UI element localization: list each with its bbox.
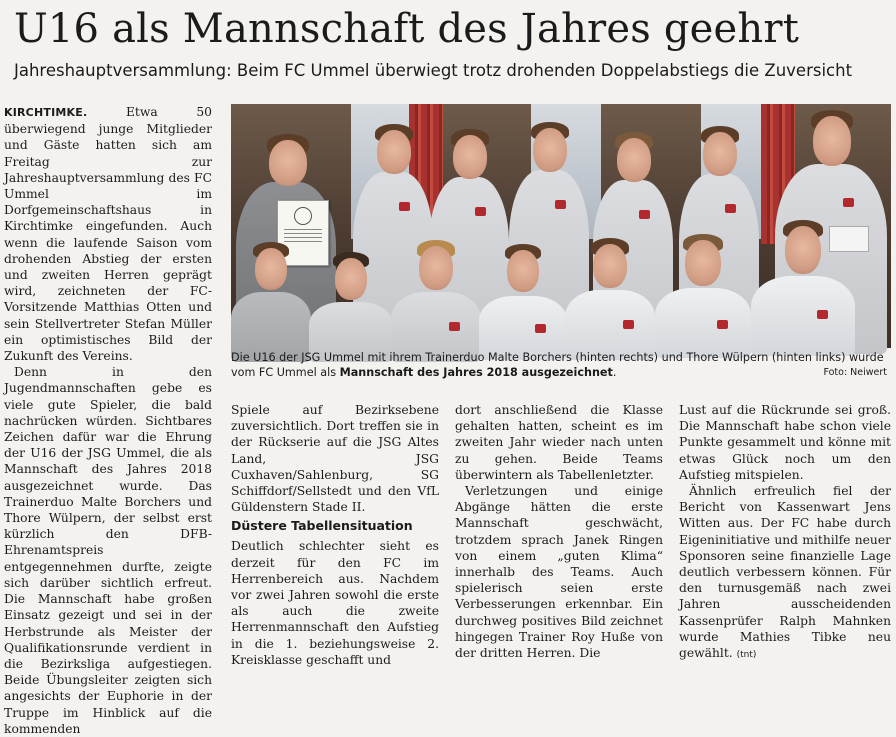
paragraph: Denn in den Jugendmannschaften gebe es viele gute Spieler, die bald nachrücken würden. Sichtbares Zeichen dafür war die Ehrung der U16 der JSG Ummel, die als Mannschaft des Jahres 2018 ausgezeichnet wurde. Das Trainerduo Malte Borchers und Thore Wülpern, der selbst erst kürzlich den DFB-Ehrenamtspreis entgegennehmen durfte, zeigte sich darüber sichtlich erfreut. Die Mannschaft habe großen Einsatz gezeigt und sei in der Herbstrunde als Meister der Qualifikationsrunde verdient in die Bezirksliga aufgestiegen. Beide Übungsleiter zeigten sich angesichts der Euphorie in der Truppe im Hinblick auf die kommenden [4, 365, 212, 736]
photo-credit: Foto: Neiwert [823, 367, 887, 378]
caption-highlight: Mannschaft des Jahres 2018 ausgezeichnet [339, 366, 613, 379]
article-column-2 [231, 402, 439, 667]
player [565, 238, 655, 348]
player [309, 252, 393, 348]
player [655, 234, 751, 348]
player [479, 244, 567, 348]
paragraph: Spiele auf Bezirksebene zuversichtlich. Dort treffen sie in der Rückserie auf die JSG Altes Land, JSG Cuxhaven/Sahlenburg, SG Schiffdorf/Sellstedt und den VfL Güldenstern Stade II. [231, 403, 439, 515]
paragraph-text: Etwa 50 überwiegend junge Mitglieder und Gäste hatten sich am Freitag zur Jahreshauptversammlung des FC Ummel im Dorfgemeinschaftshaus in Kirchtimke eingefunden. Auch wenn die laufende Saison vom drohenden Abstieg der ersten und zweiten Herren geprägt wird, zeichneten der FC-Vorsitzende Matthias Otten und sein Stellvertreter Stefan Müller ein optimistisches Bild der Zukunft des Vereins. [4, 105, 212, 364]
paragraph: dort anschließend die Klasse gehalten hatten, scheint es im zweiten Jahr wieder nach unten zu gehen. Beide Teams überwintern als Tabellenletzter. [455, 403, 663, 482]
article-column-4 [679, 402, 891, 661]
caption-end: . [612, 366, 617, 379]
paragraph [4, 104, 212, 364]
player [751, 220, 855, 348]
caption-text: Die U16 der JSG Ummel mit ihrem Trainerduo Malte Borchers (hinten rechts) und Thore Wülpern (hinten links) wurde vom FC Ummel als [231, 351, 884, 379]
headline: U16 als Mannschaft des Jahres geehrt [14, 6, 799, 52]
subheadline: Jahreshauptversammlung: Beim FC Ummel überwiegt trotz drohenden Doppelabstiegs die Zuversicht [14, 61, 853, 80]
paragraph: Verletzungen und einige Abgänge hätten die erste Mannschaft geschwächt, trotzdem sprach Janek Ringen von einem „guten Klima“ innerhalb des Teams. Auch spielerisch seien erste Verbesserungen erkennbar. Ein durchweg positives Bild zeichnet hingegen Trainer Roy Huße von der dritten Herren. Die [455, 484, 663, 661]
author-signature: (tnt) [736, 650, 757, 661]
dateline: KIRCHTIMKE. [4, 106, 88, 119]
article-column-3 [455, 402, 663, 661]
article-column-1 [4, 104, 212, 736]
paragraph-text: Ähnlich erfreulich fiel der Bericht von Kassenwart Jens Witten aus. Der FC habe durch Eigeninitiative und mithilfe neuer Sponsoren seine finanzielle Lage deutlich verbessern können. Für den turnusgemäß nach zwei Jahren ausscheidenden Kassenprüfer Ralph Mahnken wurde Mathies Tibke neu gewählt. [679, 484, 891, 661]
photo-caption [231, 350, 891, 380]
paragraph: Lust auf die Rückrunde sei groß. Die Mannschaft habe schon viele Punkte gesammelt und könne mit etwas Glück noch um den Aufstieg mitspielen. [679, 403, 891, 482]
paragraph [679, 483, 891, 663]
player [231, 242, 311, 348]
team-photo [231, 104, 891, 348]
subheading: Düstere Tabellensituation [231, 518, 413, 534]
player [391, 240, 481, 348]
paragraph: Deutlich schlechter sieht es derzeit für den FC im Herrenbereich aus. Nachdem vor zwei Jahren sowohl die erste als auch die zweite Herrenmannschaft den Aufstieg in die 1. beziehungsweise 2. Kreisklasse geschafft und [231, 539, 439, 667]
